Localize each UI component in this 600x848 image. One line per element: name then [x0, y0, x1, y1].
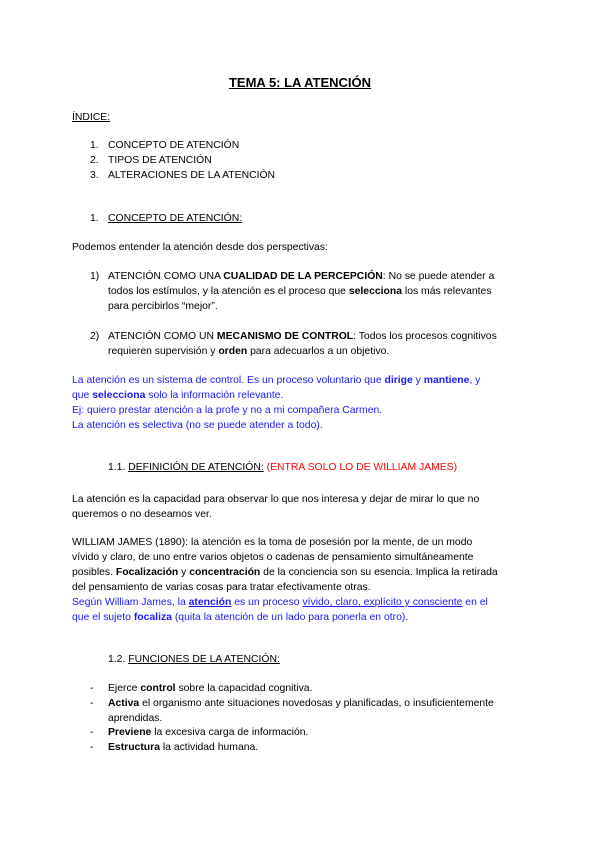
text-run: que el sujeto: [72, 612, 134, 623]
index-item-text: TIPOS DE ATENCIÓN: [108, 155, 212, 166]
note-line-1: [72, 373, 480, 388]
perspective-2-line-1: [90, 329, 497, 344]
william-james-line-3: [72, 565, 498, 580]
perspective-2-line-2: [108, 344, 389, 359]
perspective-1-line-3: para percibirlos “mejor”.: [108, 301, 218, 312]
summary-line-1: [72, 595, 488, 610]
note-line-4: La atención es selectiva (no se puede atender a todo).: [72, 420, 323, 431]
bold-term: mantiene: [423, 375, 470, 386]
perspective-number: 2): [90, 331, 100, 342]
underlined-term: vívido, claro, explícito y consciente: [302, 597, 463, 608]
bold-term: selecciona: [348, 286, 402, 297]
section-number: 1.: [90, 213, 99, 224]
bold-term: orden: [218, 346, 248, 357]
section-1-2-heading: [108, 652, 280, 667]
text-run: ATENCIÓN COMO UNA: [108, 271, 224, 282]
index-item-text: ALTERACIONES DE LA ATENCIÓN: [108, 170, 276, 181]
note-line-2: [72, 388, 283, 403]
bold-term: focaliza: [133, 612, 172, 623]
text-run: La atención es un sistema de control. Es un proceso voluntario que: [72, 375, 385, 386]
index-item: [90, 168, 275, 183]
bold-term: Previene: [108, 727, 152, 738]
bold-term: selecciona: [92, 390, 146, 401]
william-james-line-2: vívido y claro, de uno entre varios objetos o cadenas de pensamiento simultáneamente: [72, 552, 474, 563]
bold-term: control: [140, 683, 176, 694]
section-title: FUNCIONES DE LA ATENCIÓN:: [128, 654, 280, 665]
text-run: , y: [469, 375, 481, 386]
index-item-text: CONCEPTO DE ATENCIÓN: [108, 140, 240, 151]
text-run: de la conciencia son su esencia. Implica la retirada: [260, 567, 498, 578]
function-item: [90, 725, 308, 740]
william-james-line-4: del pensamiento de varias cosas para tratar efectivamente otras.: [72, 582, 371, 593]
function-item-continuation: aprendidas.: [108, 713, 163, 724]
text-run: que: [72, 390, 93, 401]
text-run: : No se puede atender a: [382, 271, 495, 282]
definition-line-1: La atención es la capacidad para observar lo que nos interesa y dejar de mirar lo que no: [72, 494, 480, 505]
index-item-number: 3.: [90, 170, 99, 181]
section-1-1-heading: [108, 460, 457, 475]
text-run: todos los estímulos, y la atención es el proceso que: [108, 286, 349, 297]
function-item: [90, 681, 312, 696]
text-run: la excesiva carga de información.: [151, 727, 309, 738]
bold-term: Focalización: [115, 567, 179, 578]
text-run: (quita la atención de un lado para ponerla en otro).: [171, 612, 409, 623]
bold-term: CUALIDAD DE LA PERCEPCIÓN: [223, 271, 383, 282]
definition-line-2: queremos o no deseamos ver.: [72, 509, 212, 520]
bold-term: dirige: [384, 375, 413, 386]
index-item-number: 2.: [90, 155, 99, 166]
section-title: CONCEPTO DE ATENCIÓN:: [108, 213, 243, 224]
text-run: para adecuarlos a un objetivo.: [247, 346, 390, 357]
section-1-intro: Podemos entender la atención desde dos perspectivas:: [72, 242, 328, 253]
perspective-1-line-1: [90, 269, 494, 284]
text-run: los más relevantes: [402, 286, 492, 297]
text-run: y: [178, 567, 190, 578]
perspective-1-line-2: [108, 284, 492, 299]
bold-term: Estructura: [108, 742, 160, 753]
perspective-number: 1): [90, 271, 100, 282]
section-number: 1.2.: [108, 654, 126, 665]
page-title: TEMA 5: LA ATENCIÓN: [228, 75, 372, 90]
summary-line-2: [72, 610, 408, 625]
bold-term: concentración: [189, 567, 261, 578]
index-item-number: 1.: [90, 140, 99, 151]
exam-note: (ENTRA SOLO LO DE WILLIAM JAMES): [266, 462, 458, 473]
text-run: ATENCIÓN COMO UN: [108, 331, 217, 342]
index-item: [90, 138, 239, 153]
text-run: la actividad humana.: [159, 742, 259, 753]
bullet-dash: -: [90, 742, 94, 753]
text-run: en el: [462, 597, 488, 608]
section-1-heading: [90, 211, 242, 226]
text-run: posibles.: [72, 567, 116, 578]
section-number: 1.1.: [108, 462, 126, 473]
text-run: solo la información relevante.: [145, 390, 284, 401]
bold-term: atención: [188, 597, 232, 608]
text-run: Ejerce: [108, 683, 141, 694]
text-run: Según William James, la: [72, 597, 189, 608]
index-item: [90, 153, 212, 168]
note-line-3: Ej: quiero prestar atención a la profe y no a mi compañera Carmen.: [72, 405, 383, 416]
william-james-line-1: WILLIAM JAMES (1890): la atención es la toma de posesión por la mente, de un modo: [72, 537, 473, 548]
bold-term: Activa: [108, 698, 140, 709]
bullet-dash: -: [90, 698, 94, 709]
text-run: requieren supervisión y: [108, 346, 219, 357]
bold-term: MECANISMO DE CONTROL: [216, 331, 354, 342]
text-run: y: [412, 375, 424, 386]
text-run: es un proceso: [231, 597, 303, 608]
index-heading: ÍNDICE:: [72, 112, 111, 123]
bullet-dash: -: [90, 727, 94, 738]
text-run: el organismo ante situaciones novedosas y planificadas, o insuficientemente: [139, 698, 494, 709]
text-run: : Todos los procesos cognitivos: [353, 331, 497, 342]
text-run: sobre la capacidad cognitiva.: [175, 683, 313, 694]
bullet-dash: -: [90, 683, 94, 694]
section-title: DEFINICIÓN DE ATENCIÓN:: [128, 462, 264, 473]
function-item: [90, 740, 258, 755]
function-item: [90, 696, 494, 711]
